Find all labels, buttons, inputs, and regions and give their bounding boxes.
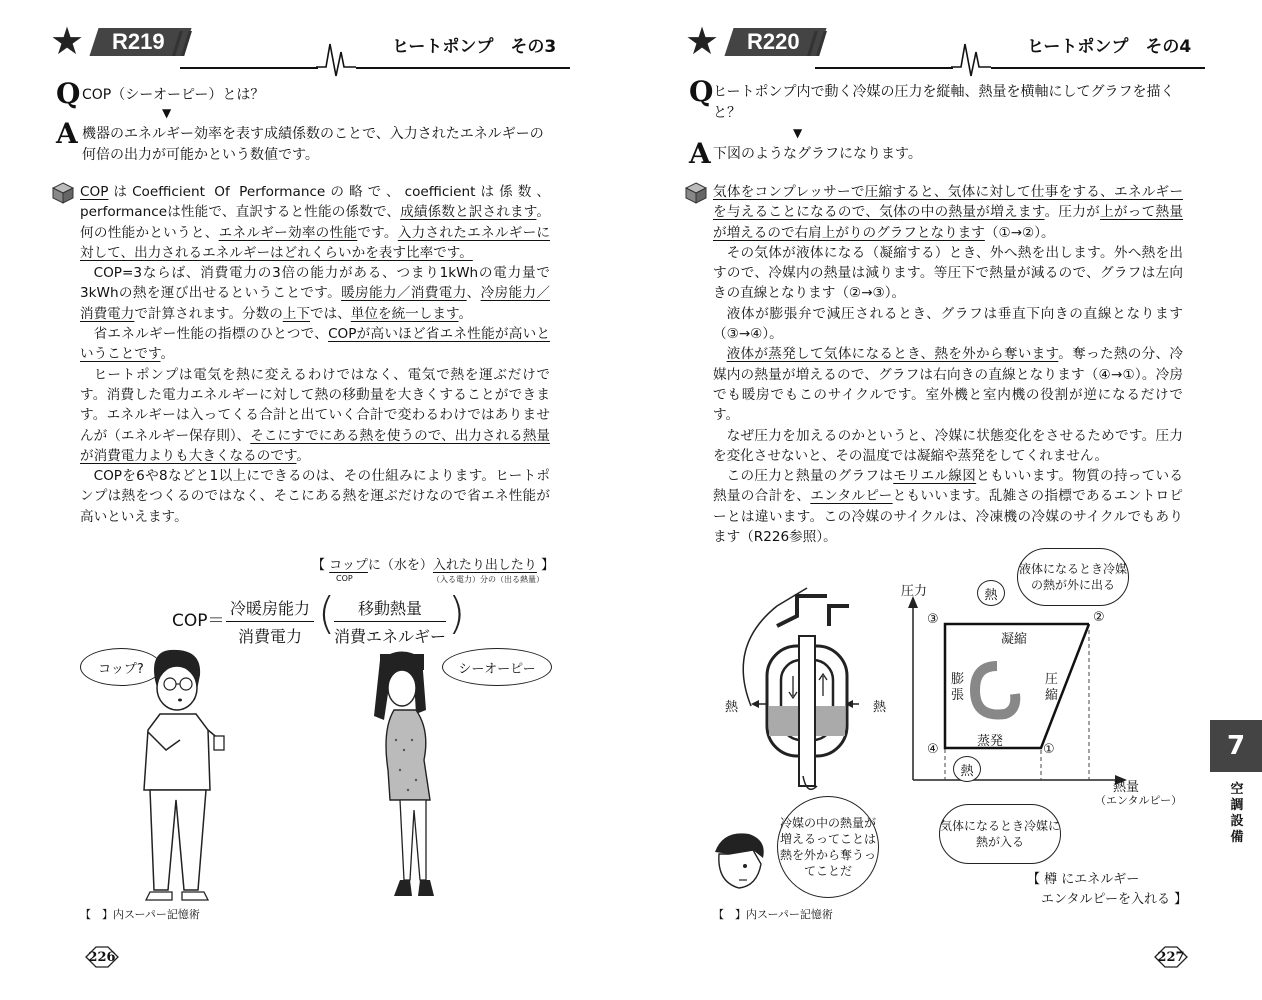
compress-label: 圧縮 xyxy=(1045,672,1059,703)
paragraph: その気体が液体になる（凝縮する）とき、外へ熱を出します。外へ熱を出すので、冷媒内の熱量は減ります。等圧下で熱量が減るので、グラフは左向きの直線となります（②→③）。 xyxy=(713,244,1183,302)
star-icon: ★ xyxy=(50,19,85,63)
point-label: ② xyxy=(1093,610,1105,625)
page-number: 226 xyxy=(82,946,122,968)
paragraph: 省エネルギー性能の指標のひとつで、COPが高いほど省エネ性能が高いということです。 xyxy=(80,326,550,363)
heat-bubble: 熱 xyxy=(977,580,1005,606)
q-letter: Q xyxy=(56,77,81,110)
left-header xyxy=(50,19,570,63)
question-text: ヒートポンプ内で動く冷媒の圧力を縦軸、熱量を横軸にしてグラフを描くと？ xyxy=(713,84,1175,121)
evaporate-label: 蒸発 xyxy=(977,734,1004,749)
footnote: 【 】内スーパー記憶術 xyxy=(80,908,200,921)
pulse-icon xyxy=(951,38,991,78)
cube-icon xyxy=(685,182,707,204)
page-title: ヒートポンプ その3 xyxy=(392,37,557,57)
paragraph: 気体をコンプレッサーで圧縮すると、気体に対して仕事をする、エネルギーを与えることになるので、気体の中の熱量が増えます。圧力が上がって熱量が増えるので右肩上がりのグラフとなります（①→②）。 xyxy=(713,184,1184,241)
point-label: ① xyxy=(1043,742,1055,757)
heat-bubble: 熱 xyxy=(953,756,981,782)
a-letter: A xyxy=(689,137,711,170)
expand-label: 膨張 xyxy=(951,672,965,703)
footnote: 【 】内スーパー記憶術 xyxy=(713,908,833,921)
body-text xyxy=(713,182,1183,547)
paragraph: 液体が蒸発して気体になるとき、熱を外から奪います。奪った熱の分、冷媒内の熱量が増えるので、グラフは右向きの直線となります（④→①）。冷房でも暖房でもこのサイクルです。室外機と室内機の役割が逆になるだけです。 xyxy=(713,346,1183,424)
slash-decoration: // xyxy=(807,26,825,61)
paragraph: ヒートポンプは電気を熱に変えるわけではなく、電気で熱を運ぶだけです。消費した電力エネルギーに対して熱の移動量を大きくすることができます。エネルギーは入ってくる合計と出ていく合計で変わるわけではありませんが（エネルギー保存則）、そこにすでにある熱を使うので、出力される熱量が消費電力よりも大きくなるのです。 xyxy=(80,366,551,464)
paragraph: なぜ圧力を加えるのかというと、冷媒に状態変化をさせるためです。圧力を変化させないと、その温度では凝縮や蒸発をしてくれません。 xyxy=(713,427,1183,464)
down-arrow-icon: ▼ xyxy=(162,106,172,120)
down-arrow-icon: ▼ xyxy=(793,126,803,140)
chapter-tab: 7 xyxy=(1210,720,1262,772)
y-axis-label: 圧力 xyxy=(901,584,928,599)
condense-label: 凝縮 xyxy=(1001,632,1028,647)
page-number: 227 xyxy=(1151,946,1191,968)
right-page xyxy=(631,0,1262,1000)
speech-bubble: 冷媒の中の熱量が増えるってことは熱を外から奪うってことだ xyxy=(777,796,879,898)
chapter-label: 空調設備 xyxy=(1230,782,1244,845)
speech-bubble: シーオーピー xyxy=(442,648,552,686)
mnemonic-sub: COP xyxy=(336,574,353,583)
x-axis-sublabel: （エンタルピー） xyxy=(1095,794,1183,807)
mnemonic-sub: （入る電力）分の（出る熱量） xyxy=(432,575,544,584)
paragraph: 液体が膨張弁で減圧されるとき、グラフは垂直下向きの直線となります（③→④）。 xyxy=(713,305,1183,343)
paragraph: COPを6や8などと1以上にできるのは、その仕組みによります。ヒートポンプは熱をつくるのではなく、そこにある熱を運ぶだけなので省エネ性能が高いといえます。 xyxy=(80,468,550,525)
point-label: ③ xyxy=(927,612,939,627)
question-text: COP（シーオーピー）とは？ xyxy=(82,87,265,103)
mnemonic: 【 樽 にエネルギー xyxy=(1027,872,1140,887)
woman-illustration xyxy=(360,640,470,910)
formula-lhs: COP＝ xyxy=(172,611,225,631)
formula-fraction-1: 冷暖房能力 消費電力 xyxy=(226,596,314,647)
answer-text: 機器のエネルギー効率を表す成績係数のことで、入力されたエネルギーの何倍の出力が可能かという数値です。 xyxy=(82,126,544,163)
body-text xyxy=(80,182,550,527)
paragraph: この圧力と熱量のグラフはモリエル線図ともいいます。物質の持っている熱量の合計を、エンタルピーともいいます。乱雑さの指標であるエントロピーとは違います。この冷媒のサイクルは、冷凍機の冷媒のサイクルでもあります（R226参照）。 xyxy=(713,468,1183,546)
pulse-icon xyxy=(316,38,356,78)
boy-illustration xyxy=(709,828,773,898)
q-letter: Q xyxy=(689,75,714,108)
section-code-badge: R219 xyxy=(89,28,191,56)
heat-pump-device-illustration xyxy=(737,586,877,806)
answer-text: 下図のようなグラフになります。 xyxy=(713,146,922,162)
star-icon: ★ xyxy=(685,19,720,63)
x-axis-label: 熱量 xyxy=(1113,780,1140,795)
page-title: ヒートポンプ その4 xyxy=(1027,37,1192,57)
cube-icon xyxy=(52,182,74,204)
a-letter: A xyxy=(56,117,78,150)
man-illustration xyxy=(110,640,250,910)
speech-bubble: コップ? xyxy=(80,648,162,686)
explanation-cloud: 気体になるとき冷媒に熱が入る xyxy=(939,804,1061,864)
left-page: ★ R219 // ヒートポンプ その3 Q COP（シーオーピー）とは？ ▼ A 機器のエネルギー効率を表す成績係数のことで、入力されたエネルギーの何倍の出力が可能かという数値です。 COPはCoefficient Of Performanceの略で、coefficientは係数、performanceは性能で、直訳すると性能の係数で、成績係数と訳されます。何の性能かというと、エネルギー効率の性能です。入力されたエネルギーに対して、出力されるエネルギーはどれくらいかを表す比率です。 COP=3ならば、消費電力の3倍の能力がある、つまり1kWhの電力量で3kWhの熱を運び出せるということです。暖房能力／消費電力、冷房能力／消費電力で計算されます。分数の上下では、単位を統一します。 省エネルギー性能の指標のひとつで、COPが高いほど省エネ性能が高いということです。 ヒートポンプは電気を熱に変えるわけではなく、電気で熱を運ぶだけです。消費した電力エネルギーに対して熱の移動量を大きくすることができます。エネルギーは入ってくる合計と出ていく合計で変わるわけではありませんが（エネルギー保存則）、そこにすでにある熱を使うので、出力される熱量が消費電力よりも大きくなるのです。 COPを6や8などと1以上にできるのは、その仕組みによります。ヒートポンプは熱をつくるのではなく、そこにある熱を運ぶだけなので省エネ性能が高いといえます。 【 コップに（水を）入れたり出したり 】 COP （入る電力）分の（出る熱量） COP＝ 冷暖房能力 消費電力 ( 移動熱量 消費エネルギー ) コップ? シーオーピー 【 】内スーパー記憶術 226 xyxy=(0,0,631,1000)
mnemonic: 【 コップに（水を）入れたり出したり 】 xyxy=(312,558,555,573)
mnemonic: エンタルピーを入れる 】 xyxy=(1041,892,1188,907)
paragraph: COPはCoefficient Of Performanceの略で、coefficientは係数、performanceは性能で、直訳すると性能の係数で、成績係数と訳されます。何の性能かというと、エネルギー効率の性能です。入力されたエネルギーに対して、出力されるエネルギーはどれくらいかを表す比率です。 xyxy=(80,184,551,261)
heat-label: 熱 xyxy=(725,700,739,715)
heat-label: 熱 xyxy=(873,700,887,715)
point-label: ④ xyxy=(927,742,939,757)
section-code-badge: R220 xyxy=(724,28,826,56)
right-header xyxy=(685,19,1205,63)
explanation-cloud: 液体になるとき冷媒の熱が外に出る xyxy=(1017,548,1129,606)
slash-decoration: // xyxy=(172,26,190,61)
formula-fraction-2: 移動熱量 消費エネルギー xyxy=(334,596,446,647)
paragraph: COP=3ならば、消費電力の3倍の能力がある、つまり1kWhの電力量で3kWhの熱を運び出せるということです。暖房能力／消費電力、冷房能力／消費電力で計算されます。分数の上下では、単位を統一します。 xyxy=(80,265,551,322)
